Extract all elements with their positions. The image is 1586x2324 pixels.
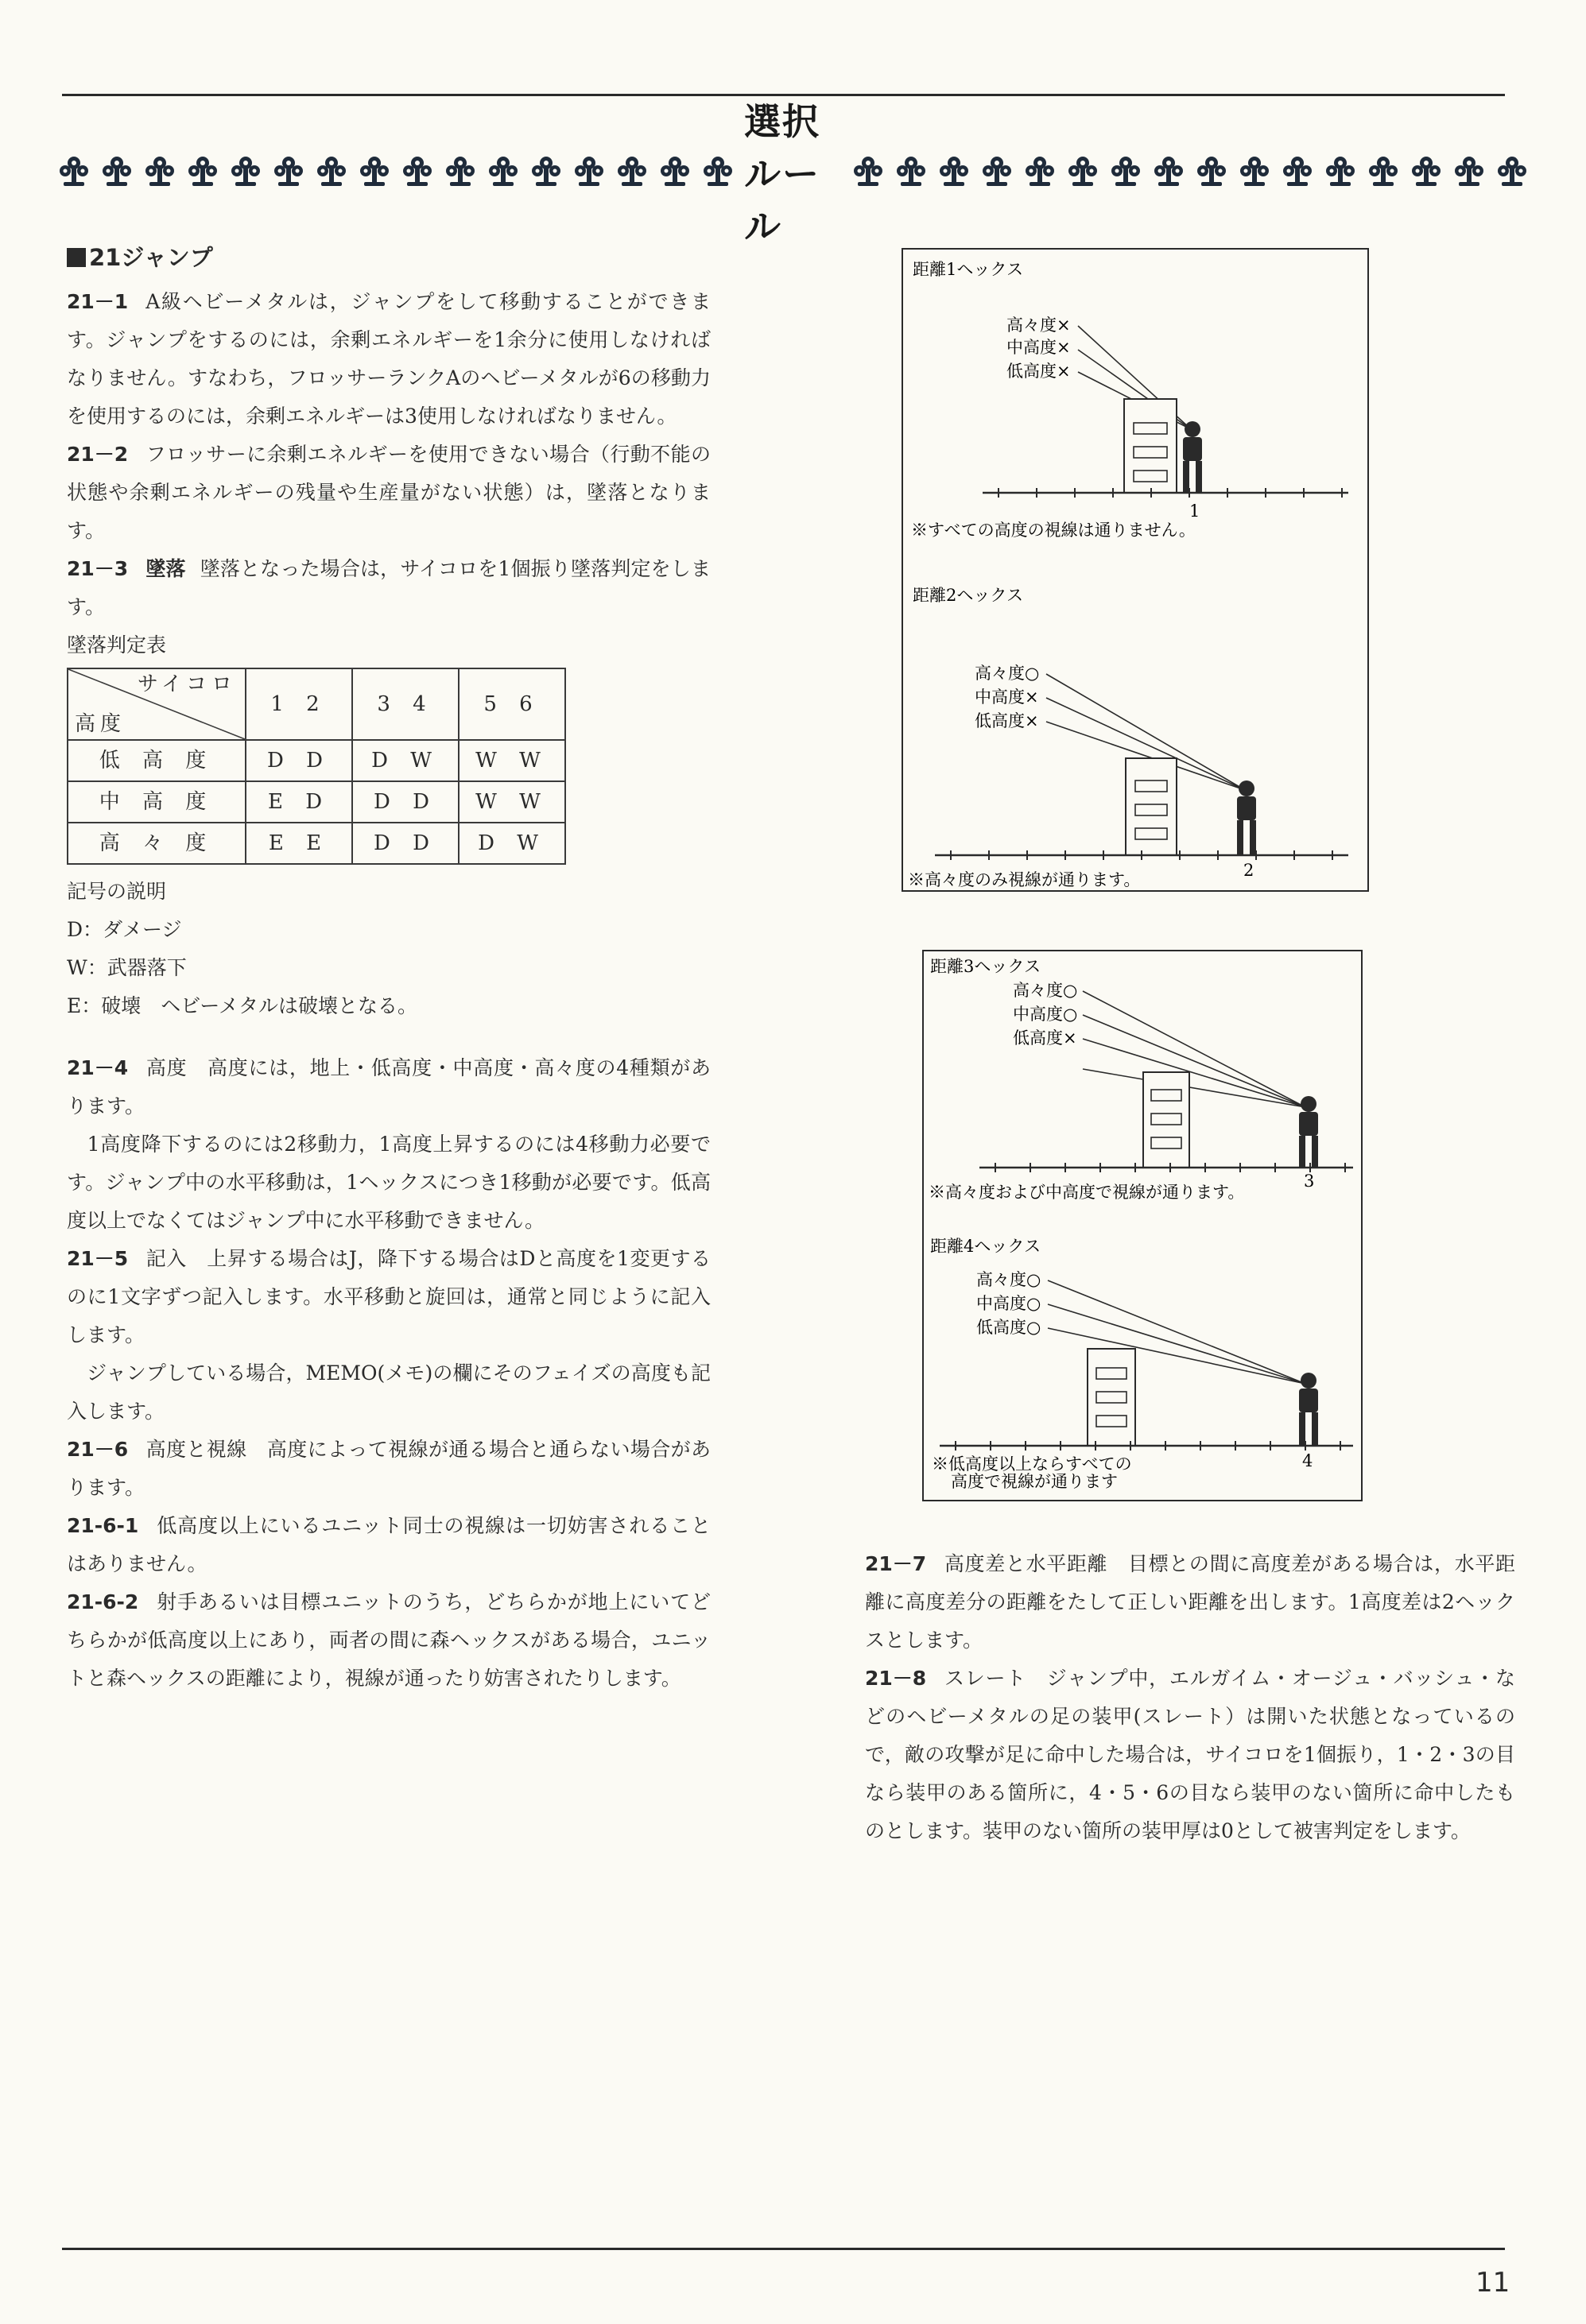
fig-note: ※高々度および中高度で視線が通ります。 xyxy=(929,1183,1245,1202)
para-21-1 xyxy=(67,283,711,436)
floral-ornament-icon xyxy=(1451,153,1487,190)
legend-item: E：破壊 ヘビーメタルは破壊となる。 xyxy=(67,994,418,1017)
table-cell: W W xyxy=(459,781,565,823)
para-text: 高度と視線 高度によって視線が通る場合と通らない場合があります。 xyxy=(67,1438,711,1499)
floral-ornament-icon xyxy=(1365,153,1402,190)
fig-label-low: 低高度× xyxy=(1013,1028,1077,1048)
distance-number: 2 xyxy=(1243,861,1254,880)
para-text: 墜落となった場合は，サイコロを1個振り墜落判定をします。 xyxy=(67,557,711,618)
para-number: 21－1 xyxy=(67,290,129,313)
left-column xyxy=(67,238,711,1698)
sightline-diagram xyxy=(903,250,1367,890)
fig-label-high: 高々度○ xyxy=(976,1270,1041,1289)
black-square-icon xyxy=(67,248,86,267)
fig-title: 距離3ヘックス xyxy=(930,957,1041,976)
robot-icon xyxy=(1299,1373,1318,1446)
table-cell: D W xyxy=(459,823,565,864)
legend-heading: 記号の説明 xyxy=(67,880,167,903)
floral-ornament-icon xyxy=(700,153,736,190)
floral-ornament-icon xyxy=(657,153,693,190)
para-21-6 xyxy=(67,1431,711,1507)
fig-title: 距離2ヘックス xyxy=(913,586,1024,605)
floral-ornament-icon xyxy=(936,153,972,190)
fig-label-mid: 中高度○ xyxy=(976,1294,1041,1313)
table-cell: D D xyxy=(352,823,459,864)
fig-label-high: 高々度○ xyxy=(975,664,1040,683)
forest-block xyxy=(1124,399,1177,493)
para-number: 21－8 xyxy=(865,1667,927,1690)
robot-icon xyxy=(1237,780,1256,855)
distance-number: 4 xyxy=(1302,1451,1313,1470)
floral-ornament-icon xyxy=(1236,153,1273,190)
para-21-8 xyxy=(865,1660,1515,1850)
fig-title: 距離4ヘックス xyxy=(930,1237,1041,1256)
para-number: 21－4 xyxy=(67,1056,129,1079)
sight-line xyxy=(1048,1328,1305,1384)
legend-item: D：ダメージ xyxy=(67,918,182,941)
col-header: 3 4 xyxy=(352,668,459,740)
fig-label-mid: 中高度○ xyxy=(1013,1005,1078,1024)
symbol-legend xyxy=(67,873,711,1025)
floral-ornament-icon xyxy=(313,153,350,190)
legend-item: W：武器落下 xyxy=(67,956,187,979)
right-column xyxy=(865,1545,1515,1850)
floral-ornament-icon xyxy=(979,153,1015,190)
floral-ornament-icon xyxy=(184,153,221,190)
floral-ornament-icon xyxy=(850,153,886,190)
floral-ornament-icon xyxy=(614,153,650,190)
section-title: 21ジャンプ xyxy=(89,244,213,271)
para-number: 21－3 xyxy=(67,557,129,580)
corner-bottom-label: 高度 xyxy=(75,712,126,736)
bottom-rule xyxy=(62,2248,1505,2250)
para-text: A級ヘビーメタルは，ジャンプをして移動することができます。ジャンプをするのには，余剰エネルギーを1余分に使用しなければなりません。すなわち，フロッサーランクAのヘビーメタルが6の移動力を使用するのには，余剰エネルギーは3使用しなければなりません。 xyxy=(67,290,711,428)
page-number: 11 xyxy=(1475,2267,1510,2299)
para-number: 21-6-1 xyxy=(67,1514,139,1537)
para-text: 記入 上昇する場合はJ，降下する場合はDと高度を1変更するのに1文字ずつ記入します。水平移動と旋回は，通常と同じように記入します。 xyxy=(67,1247,711,1346)
fig-label-low: 低高度○ xyxy=(976,1318,1041,1337)
table-cell: D D xyxy=(352,781,459,823)
row-label: 中 高 度 xyxy=(68,781,246,823)
forest-block xyxy=(1088,1349,1135,1446)
fig-label-low: 低高度× xyxy=(1006,362,1071,381)
para-21-4-cont: 1高度降下するのには2移動力，1高度上昇するのには4移動力必要です。ジャンプ中の水平移動は，1ヘックスにつき1移動が必要です。低高度以上でなくてはジャンプ中に水平移動できません。 xyxy=(67,1133,711,1232)
para-text: 高度 高度には，地上・低高度・中高度・高々度の4種類があります。 xyxy=(67,1056,711,1117)
para-bold-term: 墜落 xyxy=(145,557,186,580)
para-number: 21－7 xyxy=(865,1552,927,1575)
floral-ornament-icon xyxy=(528,153,564,190)
fig-title: 距離1ヘックス xyxy=(913,260,1024,279)
floral-ornament-icon xyxy=(571,153,607,190)
table-caption: 墜落判定表 xyxy=(67,633,167,657)
para-21-6-2 xyxy=(67,1583,711,1698)
para-number: 21-6-2 xyxy=(67,1590,139,1613)
floral-ornament-icon xyxy=(1107,153,1144,190)
fig-label-mid: 中高度× xyxy=(975,688,1039,707)
ornament-row-left xyxy=(56,153,736,190)
para-21-6-1 xyxy=(67,1507,711,1583)
para-text: 高度差と水平距離 目標との間に高度差がある場合は，水平距離に高度差分の距離をたして正しい距離を出します。1高度差は2ヘックスとします。 xyxy=(865,1552,1515,1652)
row-label: 低 高 度 xyxy=(68,740,246,781)
para-text: フロッサーに余剰エネルギーを使用できない場合（行動不能の状態や余剰エネルギーの残量や生産量がない状態）は，墜落となります。 xyxy=(67,443,711,542)
sight-line xyxy=(1048,1304,1305,1384)
table-row xyxy=(68,740,565,781)
fall-judgement-table xyxy=(67,668,566,865)
floral-ornament-icon xyxy=(399,153,436,190)
table-cell: E D xyxy=(246,781,352,823)
para-number: 21－2 xyxy=(67,443,129,466)
distance-number: 3 xyxy=(1304,1172,1315,1191)
banner-title: 選択ルール xyxy=(744,100,820,248)
figure-distance-3-4 xyxy=(922,950,1363,1501)
floral-ornament-icon xyxy=(1494,153,1530,190)
para-21-5 xyxy=(67,1240,711,1354)
table-cell: W W xyxy=(459,740,565,781)
floral-ornament-icon xyxy=(1193,153,1230,190)
sight-line xyxy=(1083,1015,1305,1107)
floral-ornament-icon xyxy=(1279,153,1316,190)
fig-note: ※すべての高度の視線は通りません。 xyxy=(911,521,1196,540)
distance-number: 1 xyxy=(1189,502,1200,521)
floral-ornament-icon xyxy=(56,153,92,190)
fig-label-low: 低高度× xyxy=(975,711,1039,730)
figure-distance-1-2 xyxy=(902,248,1369,892)
floral-ornament-icon xyxy=(227,153,264,190)
para-21-4 xyxy=(67,1049,711,1125)
para-21-5-cont: ジャンプしている場合，MEMO(メモ)の欄にそのフェイズの高度も記入します。 xyxy=(67,1361,711,1423)
floral-ornament-icon xyxy=(485,153,522,190)
fig-note: ※高々度のみ視線が通ります。 xyxy=(908,870,1141,889)
section-banner xyxy=(56,100,1530,248)
floral-ornament-icon xyxy=(1022,153,1058,190)
floral-ornament-icon xyxy=(442,153,479,190)
table-row xyxy=(68,781,565,823)
floral-ornament-icon xyxy=(356,153,393,190)
fig-note: 高度で視線が通ります xyxy=(951,1472,1118,1491)
para-text: スレート ジャンプ中，エルガイム・オージュ・バッシュ・などのヘビーメタルの足の装甲(スレート）は開いた状態となっているので，敵の攻撃が足に命中した場合は，サイコロを1個振り，1・2・3の目なら装甲のある箇所に，4・5・6の目なら装甲のない箇所に命中したものとします。装甲のない箇所の装甲厚は0として被害判定をします。 xyxy=(865,1667,1515,1842)
col-header: 1 2 xyxy=(246,668,352,740)
table-cell: E E xyxy=(246,823,352,864)
para-21-3 xyxy=(67,550,711,626)
para-number: 21－6 xyxy=(67,1438,129,1461)
para-21-7 xyxy=(865,1545,1515,1660)
para-text: 射手あるいは目標ユニットのうち，どちらかが地上にいてどちらかが低高度以上にあり，両者の間に森ヘックスがある場合，ユニットと森ヘックスの距離により，視線が通ったり妨害されたりします。 xyxy=(67,1590,711,1690)
section-heading xyxy=(67,238,711,277)
forest-block xyxy=(1126,758,1177,855)
robot-icon xyxy=(1183,421,1202,493)
sightline-diagram xyxy=(924,951,1361,1500)
fig-label-mid: 中高度× xyxy=(1006,338,1071,357)
ornament-row-right xyxy=(850,153,1530,190)
table-corner-cell xyxy=(68,668,246,740)
table-cell: D D xyxy=(246,740,352,781)
fig-label-high: 高々度× xyxy=(1006,316,1071,335)
row-label: 高 々 度 xyxy=(68,823,246,864)
table-row xyxy=(68,823,565,864)
sight-line xyxy=(1048,1280,1305,1384)
corner-top-label: サイコロ xyxy=(137,672,237,696)
floral-ornament-icon xyxy=(1150,153,1187,190)
floral-ornament-icon xyxy=(1408,153,1444,190)
floral-ornament-icon xyxy=(893,153,929,190)
fig-note: ※低高度以上ならすべての xyxy=(932,1454,1132,1474)
sight-line xyxy=(1083,1069,1305,1107)
floral-ornament-icon xyxy=(1064,153,1101,190)
floral-ornament-icon xyxy=(270,153,307,190)
robot-icon xyxy=(1299,1096,1318,1168)
col-header: 5 6 xyxy=(459,668,565,740)
forest-block xyxy=(1143,1072,1189,1168)
para-number: 21－5 xyxy=(67,1247,129,1270)
para-text: 低高度以上にいるユニット同士の視線は一切妨害されることはありません。 xyxy=(67,1514,711,1575)
table-cell: D W xyxy=(352,740,459,781)
floral-ornament-icon xyxy=(1322,153,1359,190)
fig-label-high: 高々度○ xyxy=(1013,981,1078,1000)
para-21-2 xyxy=(67,436,711,550)
floral-ornament-icon xyxy=(142,153,178,190)
floral-ornament-icon xyxy=(99,153,135,190)
